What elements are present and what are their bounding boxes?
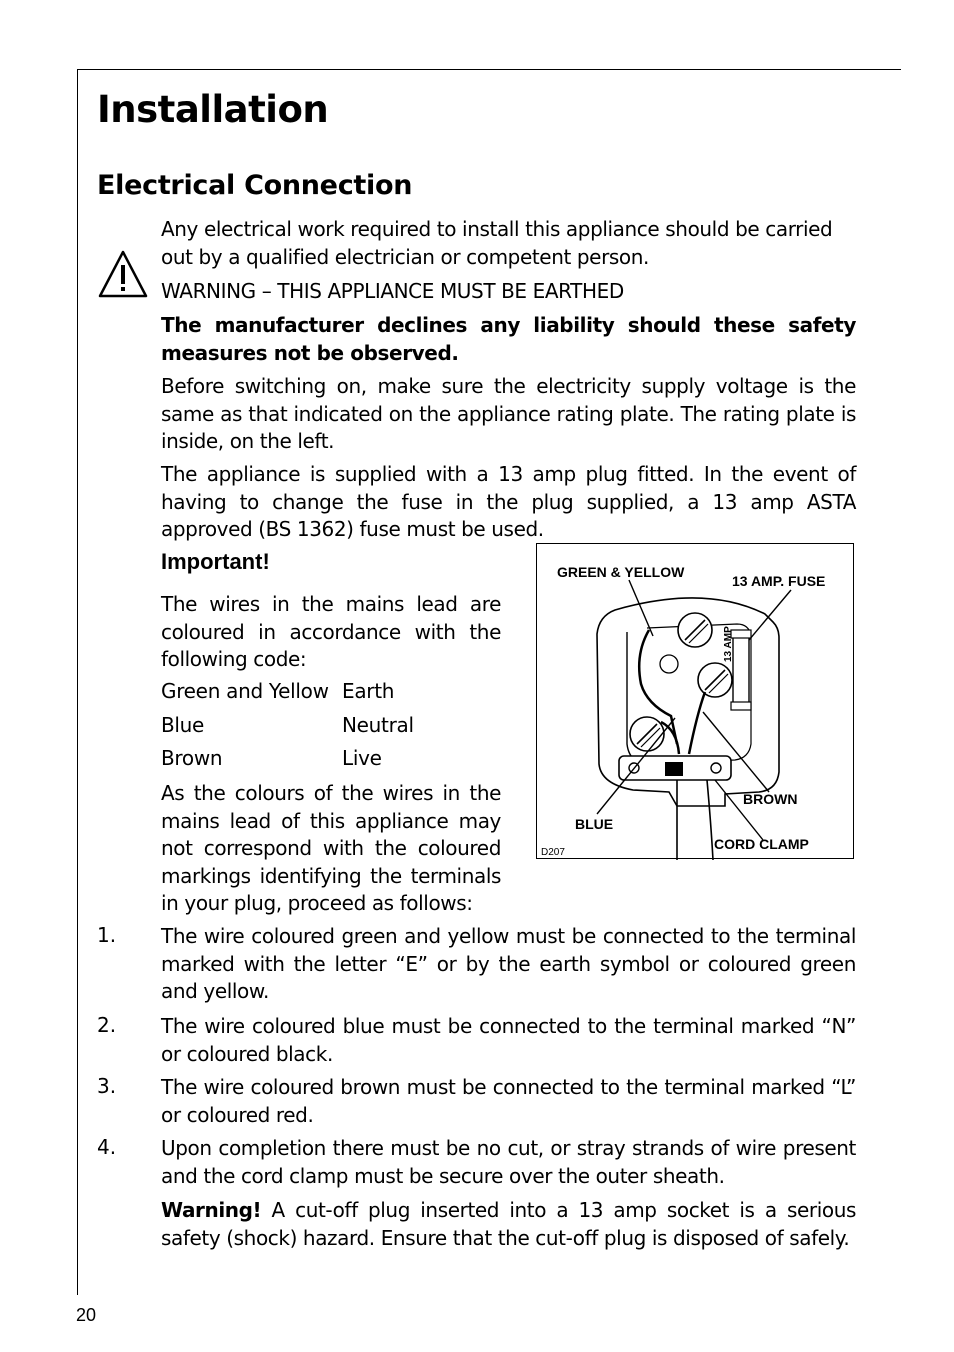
label-fuse-body: 13 AMP	[723, 626, 734, 662]
step-number: 3.	[97, 1074, 117, 1098]
step-text: The wire coloured brown must be connected to the terminal marked “L” or coloured red.	[161, 1075, 856, 1127]
intro-paragraph: Any electrical work required to install this appliance should be carried out by a qualified electrician or competent person.	[161, 217, 833, 269]
colour-meaning: Neutral	[342, 713, 414, 737]
plug-wiring-diagram	[536, 543, 854, 859]
step-number: 1.	[97, 923, 117, 947]
important-heading: Important!	[161, 549, 270, 574]
warning-triangle-icon	[97, 248, 149, 300]
page-number: 20	[76, 1305, 97, 1325]
colour-name: Brown	[161, 746, 223, 770]
step-text: The wire coloured green and yellow must be connected to the terminal marked with the letter “E” or by the earth symbol or coloured green and yellow.	[161, 924, 856, 1003]
label-cord-clamp: CORD CLAMP	[714, 836, 809, 852]
left-rule	[77, 69, 78, 1295]
figure-code: D207	[541, 847, 565, 858]
final-warning-label: Warning!	[161, 1198, 262, 1222]
final-warning	[161, 1197, 856, 1252]
warning-earthed: WARNING – THIS APPLIANCE MUST BE EARTHED	[161, 279, 624, 303]
label-blue: BLUE	[575, 816, 614, 832]
page-title: Installation	[97, 88, 329, 131]
colour-name: Blue	[161, 713, 205, 737]
liability-paragraph: The manufacturer declines any liability should these safety measures not be observed.	[161, 313, 856, 365]
step-number: 2.	[97, 1013, 117, 1037]
plug-paragraph: The appliance is supplied with a 13 amp plug fitted. In the event of having to change the fuse in the plug supplied, a 13 amp ASTA approved (BS 1362) fuse must be used.	[161, 462, 856, 541]
label-brown: BROWN	[743, 791, 798, 807]
step-number: 4.	[97, 1135, 117, 1159]
wires-intro: The wires in the mains lead are coloured in accordance with the following code:	[161, 592, 501, 671]
correspond-paragraph: As the colours of the wires in the mains lead of this appliance may not correspond with the coloured markings identifying the terminals in your plug, proceed as follows:	[161, 781, 501, 915]
colour-meaning: Live	[342, 746, 382, 770]
step-text: The wire coloured blue must be connected to the terminal marked “N” or coloured black.	[161, 1014, 856, 1066]
colour-meaning: Earth	[342, 679, 395, 703]
top-rule	[77, 69, 901, 70]
step-text: Upon completion there must be no cut, or stray strands of wire present and the cord clamp must be secure over the outer sheath.	[161, 1136, 856, 1188]
label-green-yellow: GREEN & YELLOW	[557, 564, 685, 580]
voltage-paragraph: Before switching on, make sure the electricity supply voltage is the same as that indicated on the appliance rating plate. The rating plate is inside, on the left.	[161, 374, 856, 453]
final-warning-text: A cut-off plug inserted into a 13 amp socket is a serious safety (shock) hazard. Ensure that the cut-off plug is disposed of safely.	[161, 1198, 856, 1250]
label-fuse: 13 AMP. FUSE	[732, 573, 826, 589]
colour-name: Green and Yellow	[161, 679, 329, 703]
section-title: Electrical Connection	[97, 170, 413, 201]
